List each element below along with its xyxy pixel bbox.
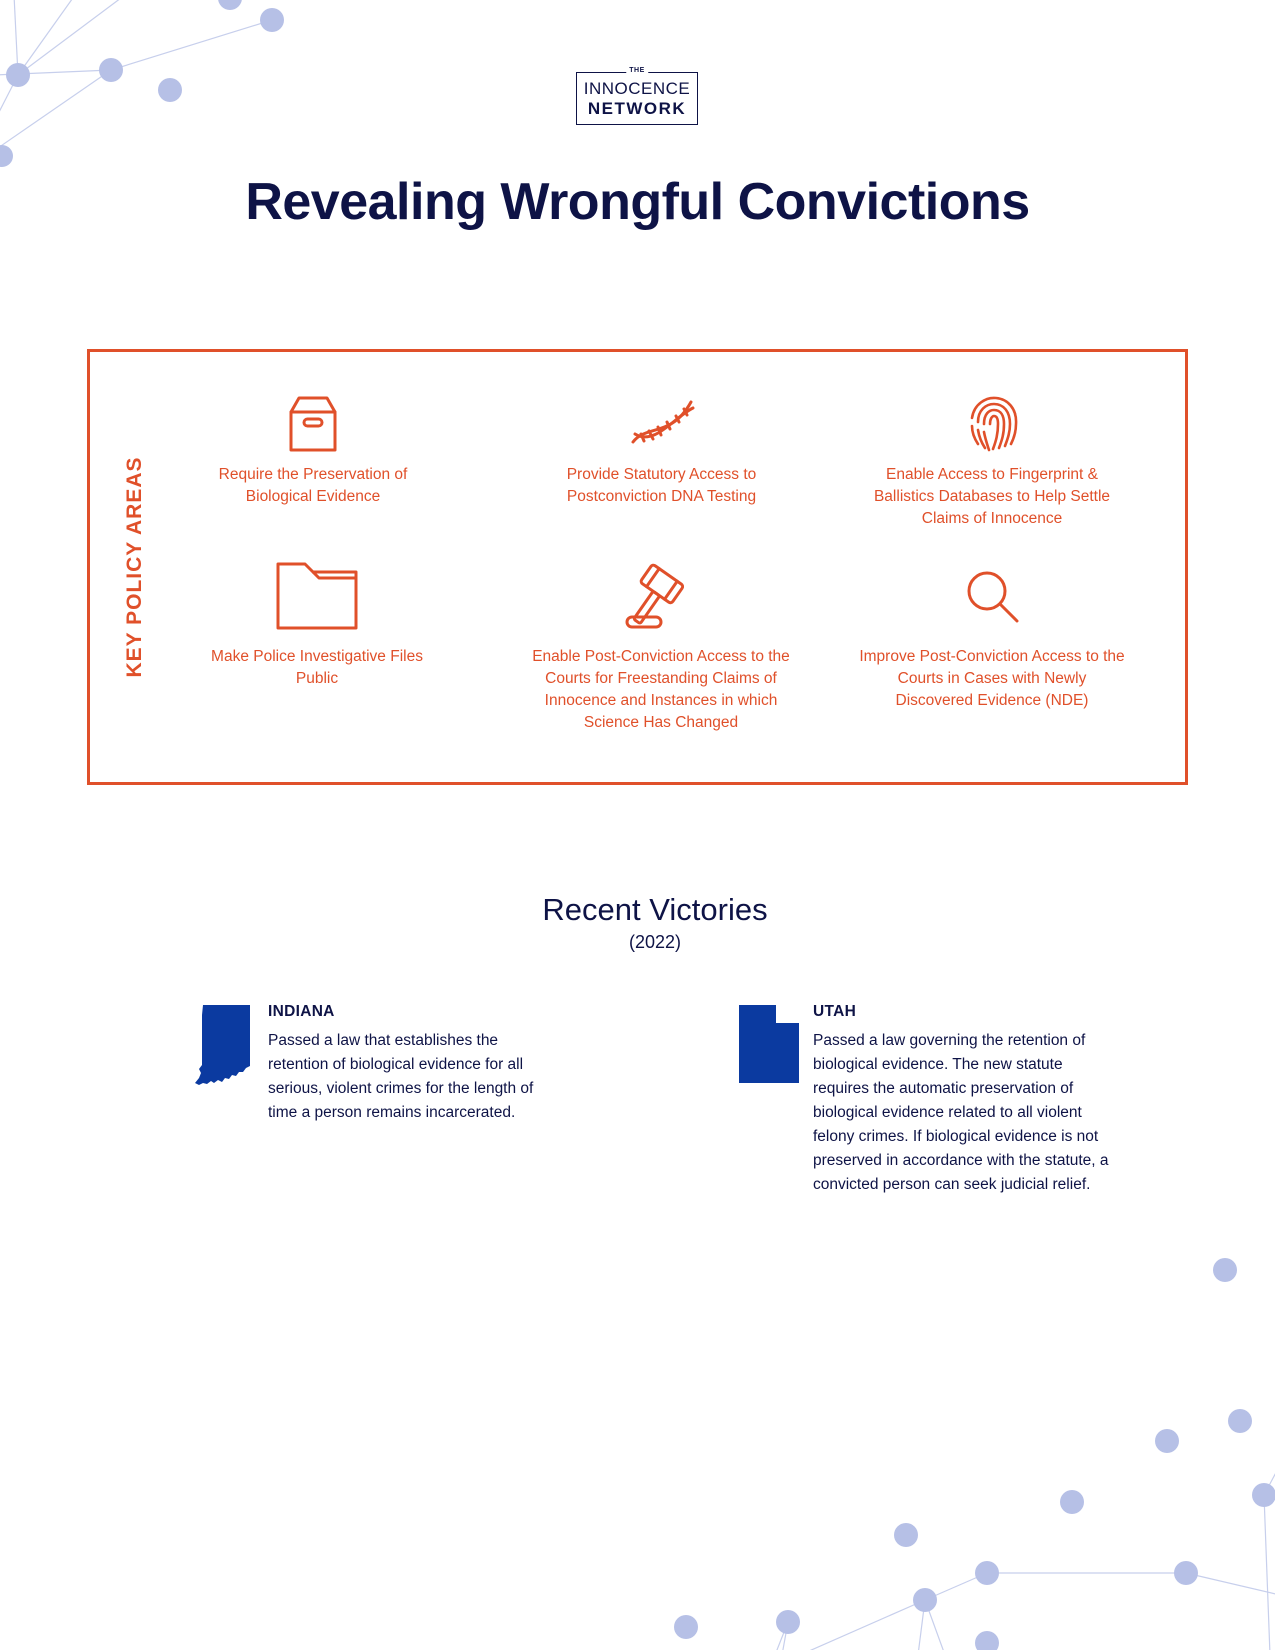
- innocence-network-logo: [576, 67, 698, 125]
- state-text-indiana: Passed a law that establishes the retention of biological evidence for all serious, violent crimes for the length of time a person remains incarcerated.: [268, 1032, 534, 1121]
- victories-title: Recent Victories: [542, 892, 768, 927]
- state-name-utah: UTAH: [813, 1003, 857, 1020]
- gavel-icon: [621, 561, 701, 631]
- policy-text: Improve Post-Conviction Access to the Courts in Cases with Newly Discovered Evidence (NDE): [859, 648, 1125, 709]
- policy-item-preservation: [203, 394, 423, 508]
- policy-text: Enable Access to Fingerprint & Ballistics Databases to Help Settle Claims of Innocence: [873, 466, 1111, 527]
- policy-areas-label-text: KEY POLICY AREAS: [123, 456, 146, 678]
- magnifier-icon: [957, 561, 1027, 631]
- policy-item-freestanding-claims: [526, 561, 796, 734]
- policy-item-fingerprint-databases: [857, 394, 1127, 530]
- logo-line-1: INNOCENCE: [583, 79, 691, 98]
- policy-item-dna-testing: [544, 394, 779, 508]
- policy-item-police-files: [207, 561, 427, 690]
- fingerprint-icon: [962, 394, 1022, 454]
- policy-item-newly-discovered-evidence: [857, 561, 1127, 712]
- policy-text: Provide Statutory Access to Postconviction DNA Testing: [566, 466, 757, 505]
- policy-text: Require the Preservation of Biological Evidence: [218, 466, 408, 505]
- dna-icon: [627, 394, 697, 454]
- logo-the: THE: [626, 67, 648, 74]
- archive-box-icon: [283, 394, 343, 454]
- state-text-utah: Passed a law governing the retention of biological evidence. The new statute requires the automatic preservation of biological evidence related to all violent felony crimes. If biological evidence is not preserved in accordance with the statute, a convicted person can seek judicial relief.: [813, 1032, 1109, 1193]
- page-title: Revealing Wrongful Convictions: [245, 173, 1030, 231]
- utah-map-icon: [739, 1005, 799, 1083]
- indiana-map-icon: [193, 1005, 253, 1095]
- victories-year: (2022): [628, 932, 682, 952]
- policy-text: Enable Post-Conviction Access to the Courts for Freestanding Claims of Innocence and Instances in which Science Has Changed: [532, 648, 790, 731]
- logo-line-2: NETWORK: [587, 99, 687, 118]
- folder-icon: [275, 561, 359, 631]
- state-name-indiana: INDIANA: [268, 1003, 335, 1020]
- policy-text: Make Police Investigative Files Public: [211, 648, 423, 687]
